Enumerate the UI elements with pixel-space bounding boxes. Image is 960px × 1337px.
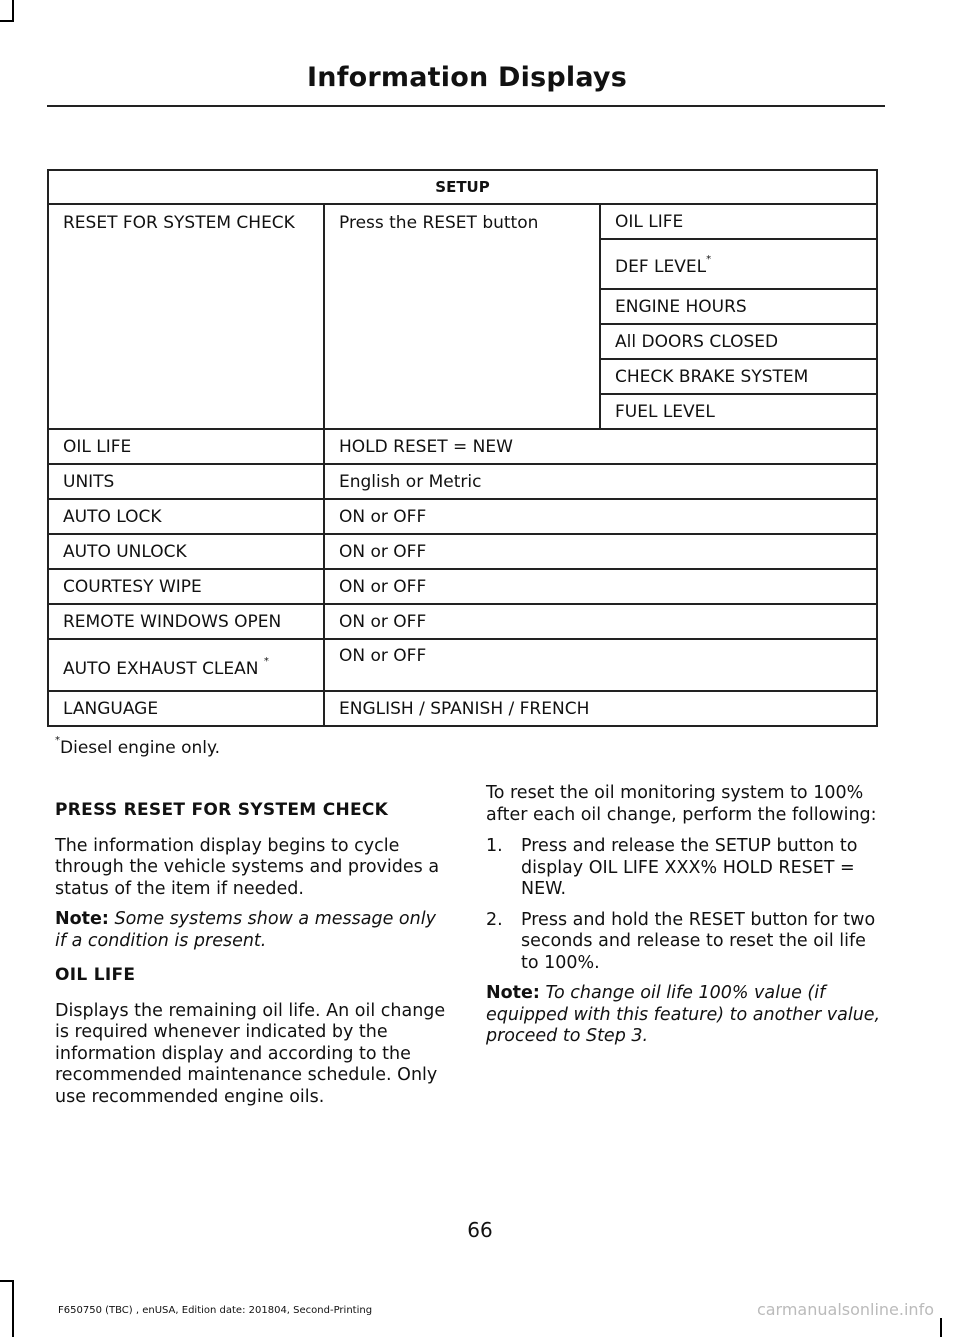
crop-mark <box>12 0 14 22</box>
table-heading: SETUP <box>48 170 877 204</box>
table-row <box>48 691 877 726</box>
table-cell: ON or OFF <box>324 639 877 691</box>
table-cell: Press the RESET button <box>324 204 600 429</box>
table-cell: CHECK BRAKE SYSTEM <box>600 359 877 394</box>
table-cell: ON or OFF <box>324 499 877 534</box>
section-heading: PRESS RESET FOR SYSTEM CHECK <box>55 800 389 820</box>
asterisk: * <box>55 735 60 746</box>
left-column <box>55 800 450 1108</box>
table-cell: HOLD RESET = NEW <box>324 429 877 464</box>
page-title: Information Displays <box>307 62 627 93</box>
table-cell: ON or OFF <box>324 534 877 569</box>
table-row <box>48 499 877 534</box>
table-cell: AUTO UNLOCK <box>48 534 324 569</box>
note <box>486 983 882 1048</box>
paragraph: The information display begins to cycle through the vehicle systems and provides a status of the item if needed. <box>55 835 440 899</box>
note <box>55 909 450 952</box>
list-item <box>486 836 882 901</box>
table-row <box>48 204 877 239</box>
footnote-text: Diesel engine only. <box>60 738 221 758</box>
table-row <box>48 534 877 569</box>
section-heading: OIL LIFE <box>55 965 136 985</box>
right-column <box>486 783 882 1048</box>
table-cell <box>600 239 877 289</box>
table-cell: REMOTE WINDOWS OPEN <box>48 604 324 639</box>
table-cell: ON or OFF <box>324 569 877 604</box>
table-cell: ENGINE HOURS <box>600 289 877 324</box>
note-label: Note: <box>486 983 540 1003</box>
table-footnote <box>55 735 221 758</box>
table-cell: OIL LIFE <box>600 204 877 239</box>
step-number: 1. <box>486 836 503 856</box>
crop-mark <box>12 1280 14 1337</box>
table-cell: English or Metric <box>324 464 877 499</box>
table-cell: FUEL LEVEL <box>600 394 877 429</box>
note-text: To change oil life 100% value (if equipped with this feature) to another value, proceed to Step 3. <box>486 983 881 1046</box>
header-divider <box>47 105 885 107</box>
table-cell <box>48 639 324 691</box>
edition-info: F650750 (TBC) , enUSA, Edition date: 201804, Second-Printing <box>58 1305 373 1316</box>
cell-text: DEF LEVEL <box>615 257 707 277</box>
table-cell: COURTESY WIPE <box>48 569 324 604</box>
table-row <box>48 464 877 499</box>
table-cell: All DOORS CLOSED <box>600 324 877 359</box>
table-cell: UNITS <box>48 464 324 499</box>
table-row <box>48 604 877 639</box>
cell-text: AUTO EXHAUST CLEAN <box>63 659 259 679</box>
list-item <box>486 910 882 975</box>
table-cell: LANGUAGE <box>48 691 324 726</box>
note-text: Some systems show a message only if a condition is present. <box>55 909 436 951</box>
table-cell: ON or OFF <box>324 604 877 639</box>
crop-mark <box>940 1318 942 1337</box>
paragraph: Displays the remaining oil life. An oil change is required whenever indicated by the information display and according to the recommended maintenance schedule. Only use recommended engine oils. <box>55 1000 446 1107</box>
note-label: Note: <box>55 909 109 929</box>
setup-table <box>47 169 878 727</box>
step-text: Press and release the SETUP button to display OIL LIFE XXX% HOLD RESET = NEW. <box>521 836 858 899</box>
crop-mark <box>0 1280 14 1282</box>
page-number: 66 <box>467 1218 493 1242</box>
table-cell: ENGLISH / SPANISH / FRENCH <box>324 691 877 726</box>
table-cell: RESET FOR SYSTEM CHECK <box>48 204 324 429</box>
table-cell: AUTO LOCK <box>48 499 324 534</box>
asterisk: * <box>263 656 269 667</box>
step-text: Press and hold the RESET button for two seconds and release to reset the oil life to 100%. <box>521 909 876 973</box>
table-row <box>48 429 877 464</box>
paragraph: To reset the oil monitoring system to 100% after each oil change, perform the following: <box>486 783 877 825</box>
crop-mark <box>0 20 14 22</box>
asterisk: * <box>706 254 712 265</box>
table-cell: OIL LIFE <box>48 429 324 464</box>
table-row <box>48 569 877 604</box>
step-number: 2. <box>486 909 503 930</box>
table-row <box>48 639 877 691</box>
watermark: carmanualsonline.info <box>756 1300 934 1319</box>
